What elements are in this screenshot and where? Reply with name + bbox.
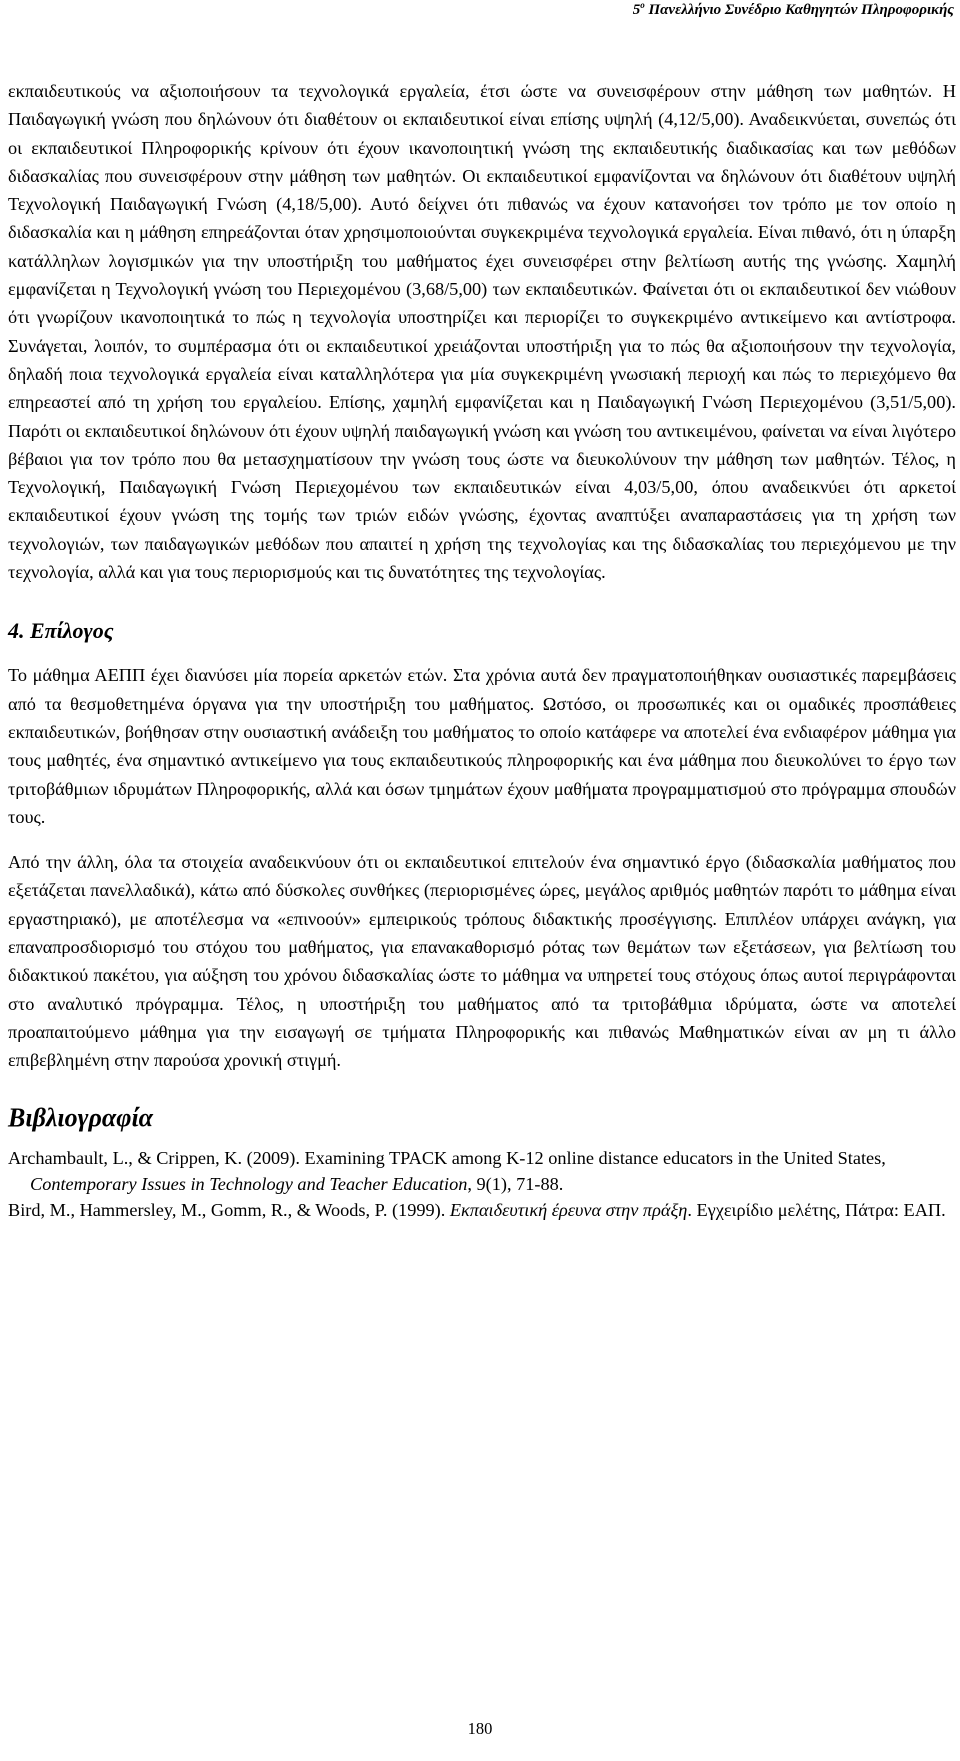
running-header — [633, 0, 954, 20]
reference-entry — [8, 1145, 956, 1197]
reference-details: . Εγχειρίδιο μελέτης, Πάτρα: ΕΑΠ. — [687, 1199, 946, 1220]
conference-title: Πανελλήνιο Συνέδριο Καθηγητών Πληροφορικής — [648, 2, 954, 18]
epilogue-paragraph-2: Από την άλλη, όλα τα στοιχεία αναδεικνύουν ότι οι εκπαιδευτικοί επιτελούν ένα σημαντικό έργο (διδασκαλία μαθήματος που εξετάζεται πανελλαδικά), κάτω από δύσκολες συνθήκες (περιορισμένες ώρες, μεγάλος αριθμός μαθητών παρότι το μάθημα είναι εργαστηριακό), με αποτέλεσμα να «επινοούν» εμπειρικούς τρόπους διδακτικής προσέγγισης. Επιπλέον υπάρχει ανάγκη, για επαναπροσδιορισμό του στόχου του μαθήματος, για επανακαθορισμό ρότας των θεμάτων των εξετάσεων, για βελτίωση του διδακτικού πακέτου, για αύξηση του χρόνου διδασκαλίας ώστε το μάθημα να υπηρετεί τους στόχους όπως αυτοί περιγράφονται στο αναλυτικό πρόγραμμα. Τέλος, η υποστήριξη του μαθήματος από τα τριτοβάθμια ιδρύματα, ώστε να αποτελεί προαπαιτούμενο μάθημα για την εισαγωγή σε τμήματα Πληροφορικής και πιθανώς Μαθηματικών είναι αν μη τι άλλο επιβεβλημένη στην παρούσα χρονική στιγμή. — [8, 852, 956, 1071]
epilogue-paragraph-1: Το μάθημα ΑΕΠΠ έχει διανύσει μία πορεία αρκετών ετών. Στα χρόνια αυτά δεν πραγματοποιήθηκαν ουσιαστικές παρεμβάσεις από τα θεσμοθετημένα όργανα για την υποστήριξη του μαθήματος. Ωστόσο, οι προσωπικές και οι ομαδικές προσπάθειες εκπαιδευτικών, βοήθησαν στην ουσιαστική ανάδειξη του μαθήματος το οποίο κατάφερε να αποτελεί ένα ενδιαφέρον μάθημα για τους μαθητές, ένα σημαντικό αντικείμενο για τους εκπαιδευτικούς πληροφορικής και ένα μάθημα που διευκολύνει το έργο των τριτοβάθμιων ιδρυμάτων Πληροφορικής, αλλά και όσων τμημάτων έχουν μαθήματα προγραμματισμού στο πρόγραμμα σπουδών τους. — [8, 665, 956, 827]
reference-authors: Bird, M., Hammersley, M., Gomm, R., & Woods, P. (1999). — [8, 1199, 450, 1220]
reference-source: Contemporary Issues in Technology and Teacher Education — [30, 1173, 468, 1194]
reference-details: , 9(1), 71-88. — [467, 1173, 564, 1194]
epilogue-heading: 4. Επίλογος — [8, 618, 114, 644]
ordinal-suffix: ο — [640, 0, 645, 10]
reference-authors: Archambault, L., & Crippen, K. (2009). Examining TPACK among K-12 online distance educators in the United States, — [8, 1147, 886, 1168]
conference-ordinal: 5 — [632, 2, 641, 18]
results-paragraph: εκπαιδευτικούς να αξιοποιήσουν τα τεχνολογικά εργαλεία, έτσι ώστε να συνεισφέρουν στην μάθηση των μαθητών. Η Παιδαγωγική γνώση που δηλώνουν ότι διαθέτουν οι εκπαιδευτικοί είναι επίσης υψηλή (4,12/5,00). Αναδεικνύεται, συνεπώς ότι οι εκπαιδευτικοί Πληροφορικής κρίνουν ότι έχουν ικανοποιητική γνώση της εκπαιδευτικής διαδικασίας και των μεθόδων διδασκαλίας που συνεισφέρουν στην μάθηση των μαθητών. Οι εκπαιδευτικοί εμφανίζονται να δηλώνουν ότι διαθέτουν υψηλή Τεχνολογική Παιδαγωγική Γνώση (4,18/5,00). Αυτό δείχνει ότι πιθανώς να έχουν κατανοήσει τον τρόπο με τον οποίο η διδασκαλία και η μάθηση επηρεάζονται όταν χρησιμοποιούνται συγκεκριμένα τεχνολογικά εργαλεία. Είναι πιθανό, ότι η ύπαρξη κατάλληλων λογισμικών για την υποστήριξη του μαθήματος έχει συνεισφέρει στην βελτίωση αυτής της γνώσης. Χαμηλή εμφανίζεται η Τεχνολογική γνώση του Περιεχομένου (3,68/5,00) των εκπαιδευτικών. Φαίνεται ότι οι εκπαιδευτικοί δεν νιώθουν ότι γνωρίζουν ικανοποιητικά το πώς η τεχνολογία υποστηρίζει και περιορίζει το συγκεκριμένο αντικείμενο και αντίστροφα. Συνάγεται, λοιπόν, το συμπέρασμα ότι οι εκπαιδευτικοί χρειάζονται υποστήριξη για το πώς θα αξιοποιήσουν την τεχνολογία, δηλαδή ποια τεχνολογικά εργαλεία είναι καταλληλότερα για μία συγκεκριμένη γνωσιακή περιοχή και πώς το περιεχόμενο θα επηρεαστεί από τη χρήση του εργαλείου. Επίσης, χαμηλή εμφανίζεται και η Παιδαγωγική Γνώση Περιεχομένου (3,51/5,00). Παρότι οι εκπαιδευτικοί δηλώνουν ότι έχουν υψηλή παιδαγωγική γνώση και γνώση του αντικειμένου, φαίνεται να είναι λιγότερο βέβαιοι για τον τρόπο που θα μετασχηματίσουν την γνώση τους ώστε να διευκολύνουν την μάθηση των μαθητών. Τέλος, η Τεχνολογική, Παιδαγωγική Γνώση Περιεχομένου των εκπαιδευτικών είναι 4,03/5,00, όπου αναδεικνύει ότι αρκετοί εκπαιδευτικοί έχουν γνώση της τομής των τριών ειδών γνώσης, έχοντας αναπτύξει αναπαραστάσεις για τη χρήση των τεχνολογιών, των παιδαγωγικών μεθόδων που απαιτεί η χρήση της τεχνολογίας και της διδασκαλίας του περιεχόμενου με την τεχνολογία, αλλά και για τους περιορισμούς και τις δυνατότητες της τεχνολογίας. — [8, 81, 956, 583]
page-body — [8, 77, 956, 1223]
reference-entry — [8, 1197, 956, 1223]
page-number: 180 — [467, 1719, 493, 1738]
references-heading: Βιβλιογραφία — [8, 1102, 154, 1132]
reference-source: Εκπαιδευτική έρευνα στην πράξη — [449, 1199, 688, 1220]
